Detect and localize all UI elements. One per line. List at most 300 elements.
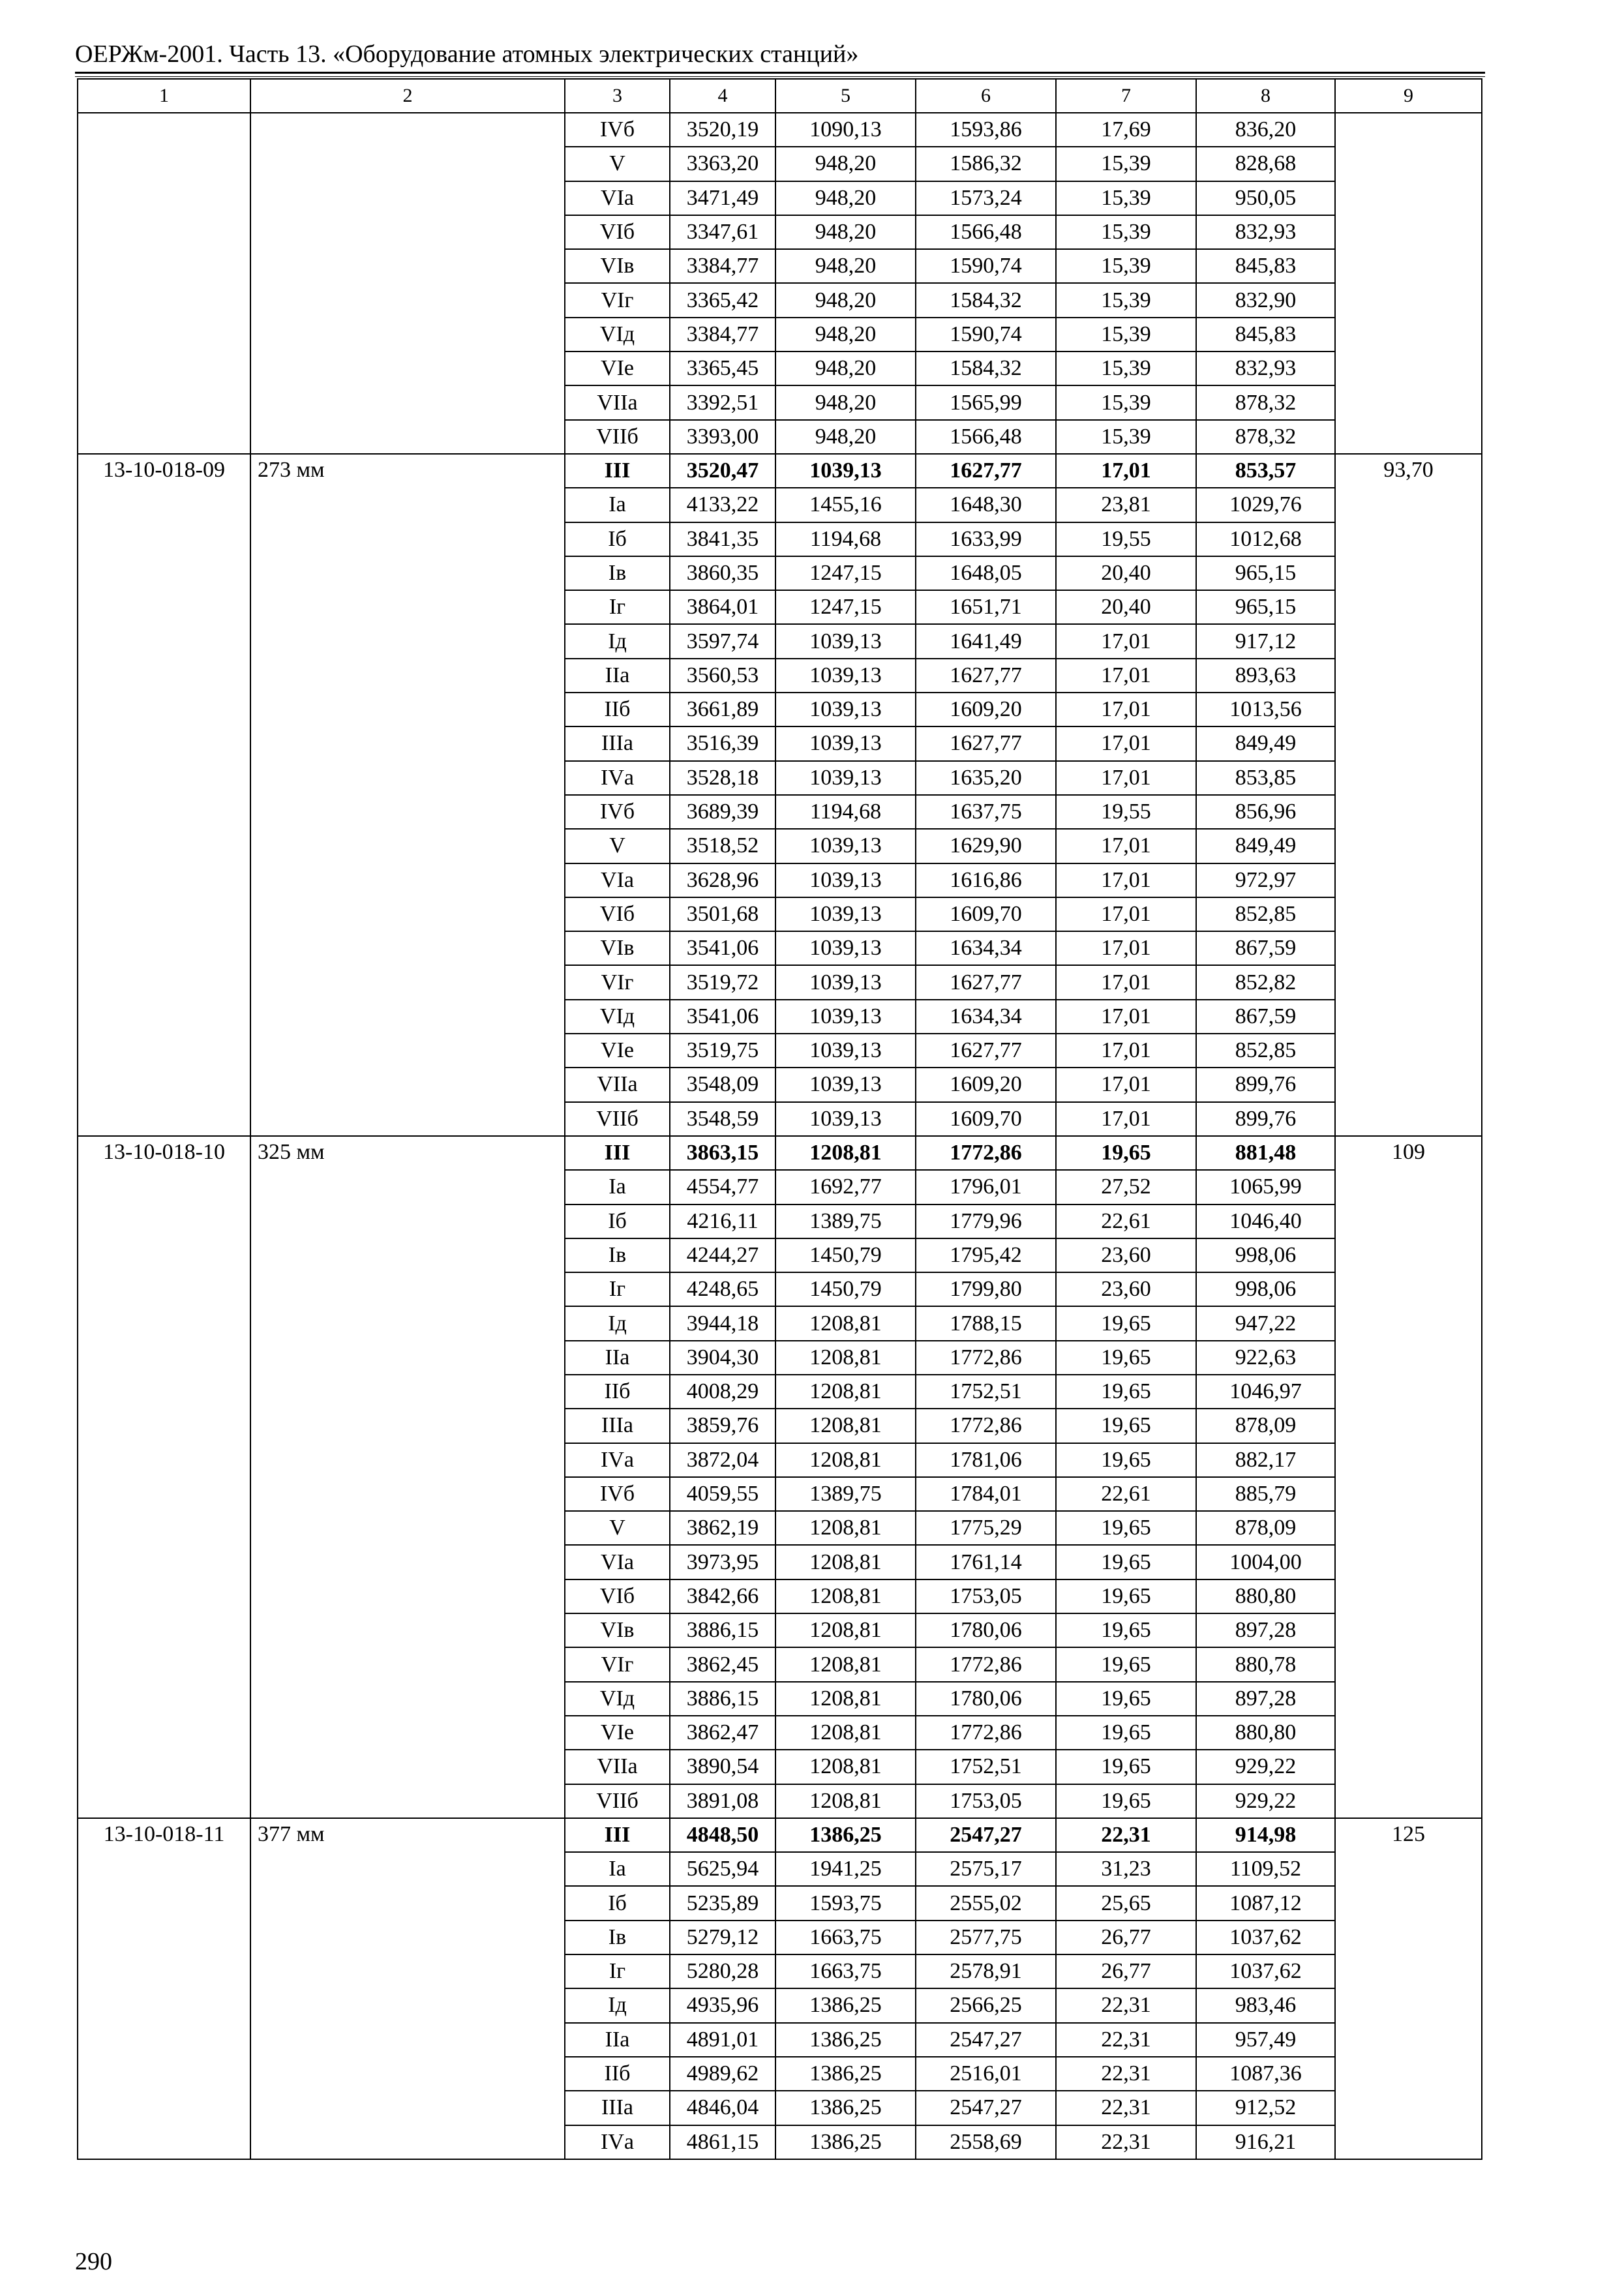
category-cell: IIIа: [565, 726, 670, 760]
value-cell: 878,09: [1196, 1409, 1335, 1443]
value-cell: 22,31: [1056, 1818, 1196, 1852]
item-code: 13-10-018-10: [78, 1136, 250, 1818]
value-cell: 1772,86: [916, 1716, 1056, 1750]
value-cell: 1194,68: [775, 795, 916, 829]
value-cell: 2577,75: [916, 1921, 1056, 1954]
value-cell: 1629,90: [916, 829, 1056, 863]
value-cell: 849,49: [1196, 726, 1335, 760]
value-cell: 1208,81: [775, 1511, 916, 1545]
item-name: 325 мм: [250, 1136, 565, 1818]
value-cell: 4216,11: [670, 1204, 775, 1238]
value-cell: 19,65: [1056, 1341, 1196, 1375]
value-cell: 2566,25: [916, 1988, 1056, 2022]
value-cell: 1208,81: [775, 1341, 916, 1375]
value-cell: 1772,86: [916, 1341, 1056, 1375]
value-cell: 2578,91: [916, 1954, 1056, 1988]
value-cell: 853,85: [1196, 761, 1335, 795]
table-row: [78, 1818, 1482, 1852]
value-cell: 1779,96: [916, 1204, 1056, 1238]
value-cell: 1039,13: [775, 931, 916, 965]
value-cell: 867,59: [1196, 931, 1335, 965]
value-cell: 17,01: [1056, 624, 1196, 658]
category-cell: VIе: [565, 1716, 670, 1750]
value-cell: 845,83: [1196, 249, 1335, 283]
value-cell: 1627,77: [916, 1034, 1056, 1068]
value-cell: 914,98: [1196, 1818, 1335, 1852]
value-cell: 1386,25: [775, 2125, 916, 2159]
value-cell: 1637,75: [916, 795, 1056, 829]
value-cell: 948,20: [775, 318, 916, 352]
value-cell: 1692,77: [775, 1170, 916, 1204]
value-cell: 1208,81: [775, 1647, 916, 1681]
value-cell: 4244,27: [670, 1238, 775, 1272]
value-cell: 1634,34: [916, 1000, 1056, 1034]
value-cell: 1627,77: [916, 454, 1056, 488]
value-cell: 1386,25: [775, 2023, 916, 2057]
category-cell: VIIб: [565, 1102, 670, 1136]
value-cell: 948,20: [775, 249, 916, 283]
column-number: 6: [916, 79, 1056, 113]
category-cell: VIв: [565, 931, 670, 965]
value-cell: 1584,32: [916, 352, 1056, 385]
value-cell: 881,48: [1196, 1136, 1335, 1170]
value-cell: 4861,15: [670, 2125, 775, 2159]
column-number: 1: [78, 79, 250, 113]
value-cell: 3842,66: [670, 1579, 775, 1613]
value-cell: 3661,89: [670, 693, 775, 726]
value-cell: 1627,77: [916, 659, 1056, 693]
value-cell: 983,46: [1196, 1988, 1335, 2022]
value-cell: 1648,30: [916, 488, 1056, 522]
value-cell: 15,39: [1056, 147, 1196, 181]
value-cell: 998,06: [1196, 1238, 1335, 1272]
value-cell: 1648,05: [916, 556, 1056, 590]
value-cell: 885,79: [1196, 1477, 1335, 1511]
value-cell: 1772,86: [916, 1136, 1056, 1170]
value-cell: 1389,75: [775, 1477, 916, 1511]
category-cell: IIа: [565, 2023, 670, 2057]
value-cell: 1208,81: [775, 1545, 916, 1579]
value-cell: 832,93: [1196, 352, 1335, 385]
value-cell: 1586,32: [916, 147, 1056, 181]
value-cell: 15,39: [1056, 318, 1196, 352]
value-cell: 1566,48: [916, 215, 1056, 249]
value-cell: 1450,79: [775, 1238, 916, 1272]
value-cell: 832,90: [1196, 283, 1335, 317]
value-cell: 17,01: [1056, 1000, 1196, 1034]
value-cell: 19,55: [1056, 795, 1196, 829]
category-cell: VIг: [565, 965, 670, 999]
value-cell: 3886,15: [670, 1682, 775, 1716]
value-cell: 1039,13: [775, 1102, 916, 1136]
value-cell: 19,55: [1056, 522, 1196, 556]
value-cell: 3520,19: [670, 113, 775, 147]
value-cell: 3384,77: [670, 249, 775, 283]
column-number: 9: [1335, 79, 1482, 113]
value-cell: 1004,00: [1196, 1545, 1335, 1579]
category-cell: Iв: [565, 1921, 670, 1954]
value-cell: 17,69: [1056, 113, 1196, 147]
value-cell: 1039,13: [775, 965, 916, 999]
value-cell: 22,31: [1056, 2125, 1196, 2159]
value-cell: 3365,42: [670, 283, 775, 317]
value-cell: 3863,15: [670, 1136, 775, 1170]
value-cell: 1012,68: [1196, 522, 1335, 556]
value-cell: 20,40: [1056, 556, 1196, 590]
value-cell: 878,32: [1196, 385, 1335, 419]
category-cell: VIIа: [565, 1068, 670, 1101]
value-cell: 1208,81: [775, 1579, 916, 1613]
value-cell: 27,52: [1056, 1170, 1196, 1204]
value-cell: 5280,28: [670, 1954, 775, 1988]
value-cell: 3519,72: [670, 965, 775, 999]
table-row: [78, 454, 1482, 488]
value-cell: 15,39: [1056, 385, 1196, 419]
category-cell: VIа: [565, 1545, 670, 1579]
value-cell: 929,22: [1196, 1750, 1335, 1784]
value-cell: 1633,99: [916, 522, 1056, 556]
value-cell: 3384,77: [670, 318, 775, 352]
value-cell: 23,60: [1056, 1238, 1196, 1272]
value-cell: 15,39: [1056, 283, 1196, 317]
category-cell: Iа: [565, 1170, 670, 1204]
value-cell: 1609,70: [916, 897, 1056, 931]
value-cell: 1208,81: [775, 1682, 916, 1716]
value-cell: 3363,20: [670, 147, 775, 181]
value-cell: 19,65: [1056, 1545, 1196, 1579]
value-cell: 849,49: [1196, 829, 1335, 863]
value-cell: 1455,16: [775, 488, 916, 522]
value-cell: 1208,81: [775, 1375, 916, 1409]
value-cell: 1590,74: [916, 318, 1056, 352]
value-cell: 19,65: [1056, 1136, 1196, 1170]
value-cell: 4846,04: [670, 2091, 775, 2125]
value-cell: 19,65: [1056, 1750, 1196, 1784]
value-cell: 3689,39: [670, 795, 775, 829]
value-cell: 1799,80: [916, 1272, 1056, 1306]
value-cell: 4008,29: [670, 1375, 775, 1409]
column-number: 5: [775, 79, 916, 113]
category-cell: V: [565, 1511, 670, 1545]
value-cell: 1087,12: [1196, 1886, 1335, 1920]
value-cell: 19,65: [1056, 1647, 1196, 1681]
value-cell: 1663,75: [775, 1954, 916, 1988]
value-cell: 1039,13: [775, 897, 916, 931]
category-cell: IVа: [565, 761, 670, 795]
value-cell: 899,76: [1196, 1068, 1335, 1101]
category-cell: IIб: [565, 693, 670, 726]
value-cell: 3862,19: [670, 1511, 775, 1545]
value-cell: 3628,96: [670, 863, 775, 897]
page-number: 290: [75, 2248, 112, 2275]
value-cell: 2516,01: [916, 2057, 1056, 2091]
value-cell: 897,28: [1196, 1613, 1335, 1647]
value-cell: 3347,61: [670, 215, 775, 249]
value-cell: 3392,51: [670, 385, 775, 419]
value-cell: 1247,15: [775, 556, 916, 590]
value-cell: 897,28: [1196, 1682, 1335, 1716]
value-cell: 4133,22: [670, 488, 775, 522]
category-cell: VIе: [565, 1034, 670, 1068]
category-cell: VIг: [565, 283, 670, 317]
value-cell: 1386,25: [775, 2057, 916, 2091]
value-cell: 4248,65: [670, 1272, 775, 1306]
category-cell: VIб: [565, 215, 670, 249]
value-cell: 3528,18: [670, 761, 775, 795]
value-cell: 4554,77: [670, 1170, 775, 1204]
category-cell: Iв: [565, 1238, 670, 1272]
value-cell: 3904,30: [670, 1341, 775, 1375]
category-cell: IVа: [565, 2125, 670, 2159]
value-cell: 948,20: [775, 385, 916, 419]
value-cell: 17,01: [1056, 726, 1196, 760]
value-cell: 1208,81: [775, 1750, 916, 1784]
value-cell: 3518,52: [670, 829, 775, 863]
value-cell: 3520,47: [670, 454, 775, 488]
value-cell: 880,80: [1196, 1579, 1335, 1613]
value-cell: 916,21: [1196, 2125, 1335, 2159]
value-cell: 880,78: [1196, 1647, 1335, 1681]
value-cell: 15,39: [1056, 420, 1196, 454]
value-cell: 1029,76: [1196, 488, 1335, 522]
category-cell: IIб: [565, 1375, 670, 1409]
value-cell: 1013,56: [1196, 693, 1335, 726]
column-number: 7: [1056, 79, 1196, 113]
category-cell: Iг: [565, 1272, 670, 1306]
value-cell: 3859,76: [670, 1409, 775, 1443]
value-cell: 19,65: [1056, 1375, 1196, 1409]
value-cell: 3860,35: [670, 556, 775, 590]
value-cell: 1663,75: [775, 1921, 916, 1954]
column-number: 8: [1196, 79, 1335, 113]
value-cell: 19,65: [1056, 1409, 1196, 1443]
value-cell: 3365,45: [670, 352, 775, 385]
value-cell: 1584,32: [916, 283, 1056, 317]
value-cell: 4059,55: [670, 1477, 775, 1511]
table-row: [78, 113, 1482, 147]
value-cell: 26,77: [1056, 1954, 1196, 1988]
category-cell: VIа: [565, 863, 670, 897]
value-cell: 972,97: [1196, 863, 1335, 897]
category-cell: VIб: [565, 897, 670, 931]
value-cell: 1609,70: [916, 1102, 1056, 1136]
value-cell: 1090,13: [775, 113, 916, 147]
value-cell: 852,85: [1196, 897, 1335, 931]
value-cell: 1450,79: [775, 1272, 916, 1306]
value-cell: 17,01: [1056, 761, 1196, 795]
category-cell: VIIа: [565, 385, 670, 419]
value-cell: 19,65: [1056, 1682, 1196, 1716]
value-cell: 1796,01: [916, 1170, 1056, 1204]
value-cell: 17,01: [1056, 863, 1196, 897]
value-cell: 3541,06: [670, 1000, 775, 1034]
value-cell: 2547,27: [916, 2091, 1056, 2125]
value-cell: 4989,62: [670, 2057, 775, 2091]
value-cell: 852,85: [1196, 1034, 1335, 1068]
header-rule: [75, 72, 1485, 77]
mass-cell: [1335, 113, 1482, 454]
category-cell: Iг: [565, 590, 670, 624]
value-cell: 1573,24: [916, 181, 1056, 215]
value-cell: 3548,09: [670, 1068, 775, 1101]
category-cell: IVа: [565, 1443, 670, 1477]
value-cell: 3548,59: [670, 1102, 775, 1136]
value-cell: 948,20: [775, 352, 916, 385]
value-cell: 1208,81: [775, 1613, 916, 1647]
column-number: 3: [565, 79, 670, 113]
category-cell: IIб: [565, 2057, 670, 2091]
value-cell: 23,60: [1056, 1272, 1196, 1306]
value-cell: 22,61: [1056, 1204, 1196, 1238]
value-cell: 1386,25: [775, 1988, 916, 2022]
value-cell: 957,49: [1196, 2023, 1335, 2057]
value-cell: 998,06: [1196, 1272, 1335, 1306]
value-cell: 17,01: [1056, 1102, 1196, 1136]
value-cell: 15,39: [1056, 352, 1196, 385]
value-cell: 19,65: [1056, 1784, 1196, 1818]
category-cell: Iа: [565, 488, 670, 522]
value-cell: 4891,01: [670, 2023, 775, 2057]
value-cell: 23,81: [1056, 488, 1196, 522]
value-cell: 1247,15: [775, 590, 916, 624]
value-cell: 3471,49: [670, 181, 775, 215]
category-cell: Iд: [565, 1988, 670, 2022]
value-cell: 965,15: [1196, 556, 1335, 590]
category-cell: Iб: [565, 522, 670, 556]
category-cell: Iд: [565, 624, 670, 658]
value-cell: 3862,45: [670, 1647, 775, 1681]
category-cell: III: [565, 454, 670, 488]
item-name: 273 мм: [250, 454, 565, 1136]
value-cell: 948,20: [775, 283, 916, 317]
category-cell: IIа: [565, 1341, 670, 1375]
value-cell: 17,01: [1056, 897, 1196, 931]
value-cell: 1795,42: [916, 1238, 1056, 1272]
value-cell: 19,65: [1056, 1716, 1196, 1750]
value-cell: 832,93: [1196, 215, 1335, 249]
value-cell: 1609,20: [916, 1068, 1056, 1101]
value-cell: 950,05: [1196, 181, 1335, 215]
value-cell: 1566,48: [916, 420, 1056, 454]
value-cell: 17,01: [1056, 659, 1196, 693]
value-cell: 1593,86: [916, 113, 1056, 147]
value-cell: 1208,81: [775, 1716, 916, 1750]
category-cell: IIIа: [565, 1409, 670, 1443]
value-cell: 1761,14: [916, 1545, 1056, 1579]
value-cell: 1109,52: [1196, 1852, 1335, 1886]
value-cell: 3864,01: [670, 590, 775, 624]
value-cell: 853,57: [1196, 454, 1335, 488]
value-cell: 31,23: [1056, 1852, 1196, 1886]
value-cell: 1037,62: [1196, 1954, 1335, 1988]
value-cell: 1039,13: [775, 761, 916, 795]
category-cell: IVб: [565, 1477, 670, 1511]
value-cell: 867,59: [1196, 1000, 1335, 1034]
value-cell: 22,31: [1056, 1988, 1196, 2022]
value-cell: 1772,86: [916, 1647, 1056, 1681]
value-cell: 17,01: [1056, 454, 1196, 488]
category-cell: Iа: [565, 1852, 670, 1886]
value-cell: 1590,74: [916, 249, 1056, 283]
value-cell: 1752,51: [916, 1750, 1056, 1784]
value-cell: 965,15: [1196, 590, 1335, 624]
value-cell: 19,65: [1056, 1306, 1196, 1340]
item-code: 13-10-018-11: [78, 1818, 250, 2159]
item-name: 377 мм: [250, 1818, 565, 2159]
value-cell: 1208,81: [775, 1306, 916, 1340]
value-cell: 882,17: [1196, 1443, 1335, 1477]
value-cell: 17,01: [1056, 1068, 1196, 1101]
value-cell: 1386,25: [775, 2091, 916, 2125]
value-cell: 1753,05: [916, 1579, 1056, 1613]
category-cell: VIд: [565, 318, 670, 352]
value-cell: 17,01: [1056, 829, 1196, 863]
value-cell: 3862,47: [670, 1716, 775, 1750]
value-cell: 1781,06: [916, 1443, 1056, 1477]
value-cell: 1775,29: [916, 1511, 1056, 1545]
value-cell: 2555,02: [916, 1886, 1056, 1920]
value-cell: 3944,18: [670, 1306, 775, 1340]
value-cell: 1772,86: [916, 1409, 1056, 1443]
value-cell: 1627,77: [916, 965, 1056, 999]
value-cell: 947,22: [1196, 1306, 1335, 1340]
value-cell: 5235,89: [670, 1886, 775, 1920]
value-cell: 878,32: [1196, 420, 1335, 454]
value-cell: 3973,95: [670, 1545, 775, 1579]
mass-cell: 125: [1335, 1818, 1482, 2159]
value-cell: 852,82: [1196, 965, 1335, 999]
value-cell: 948,20: [775, 147, 916, 181]
value-cell: 15,39: [1056, 249, 1196, 283]
value-cell: 3516,39: [670, 726, 775, 760]
category-cell: VIд: [565, 1000, 670, 1034]
value-cell: 1616,86: [916, 863, 1056, 897]
value-cell: 17,01: [1056, 931, 1196, 965]
value-cell: 2575,17: [916, 1852, 1056, 1886]
category-cell: III: [565, 1818, 670, 1852]
value-cell: 25,65: [1056, 1886, 1196, 1920]
value-cell: 22,61: [1056, 1477, 1196, 1511]
column-number: 2: [250, 79, 565, 113]
value-cell: 3890,54: [670, 1750, 775, 1784]
value-cell: 929,22: [1196, 1784, 1335, 1818]
value-cell: 836,20: [1196, 113, 1335, 147]
category-cell: Iб: [565, 1204, 670, 1238]
value-cell: 1039,13: [775, 693, 916, 726]
category-cell: Iд: [565, 1306, 670, 1340]
value-cell: 893,63: [1196, 659, 1335, 693]
value-cell: 1784,01: [916, 1477, 1056, 1511]
value-cell: 1039,13: [775, 454, 916, 488]
value-cell: 1651,71: [916, 590, 1056, 624]
value-cell: 1039,13: [775, 1034, 916, 1068]
value-cell: 912,52: [1196, 2091, 1335, 2125]
value-cell: 1389,75: [775, 1204, 916, 1238]
value-cell: 22,31: [1056, 2057, 1196, 2091]
value-cell: 4848,50: [670, 1818, 775, 1852]
category-cell: VIв: [565, 249, 670, 283]
category-cell: VIд: [565, 1682, 670, 1716]
value-cell: 1039,13: [775, 1000, 916, 1034]
value-cell: 19,65: [1056, 1579, 1196, 1613]
value-cell: 15,39: [1056, 215, 1196, 249]
value-cell: 828,68: [1196, 147, 1335, 181]
value-cell: 917,12: [1196, 624, 1335, 658]
value-cell: 1087,36: [1196, 2057, 1335, 2091]
value-cell: 1039,13: [775, 863, 916, 897]
value-cell: 1780,06: [916, 1613, 1056, 1647]
column-number: 4: [670, 79, 775, 113]
